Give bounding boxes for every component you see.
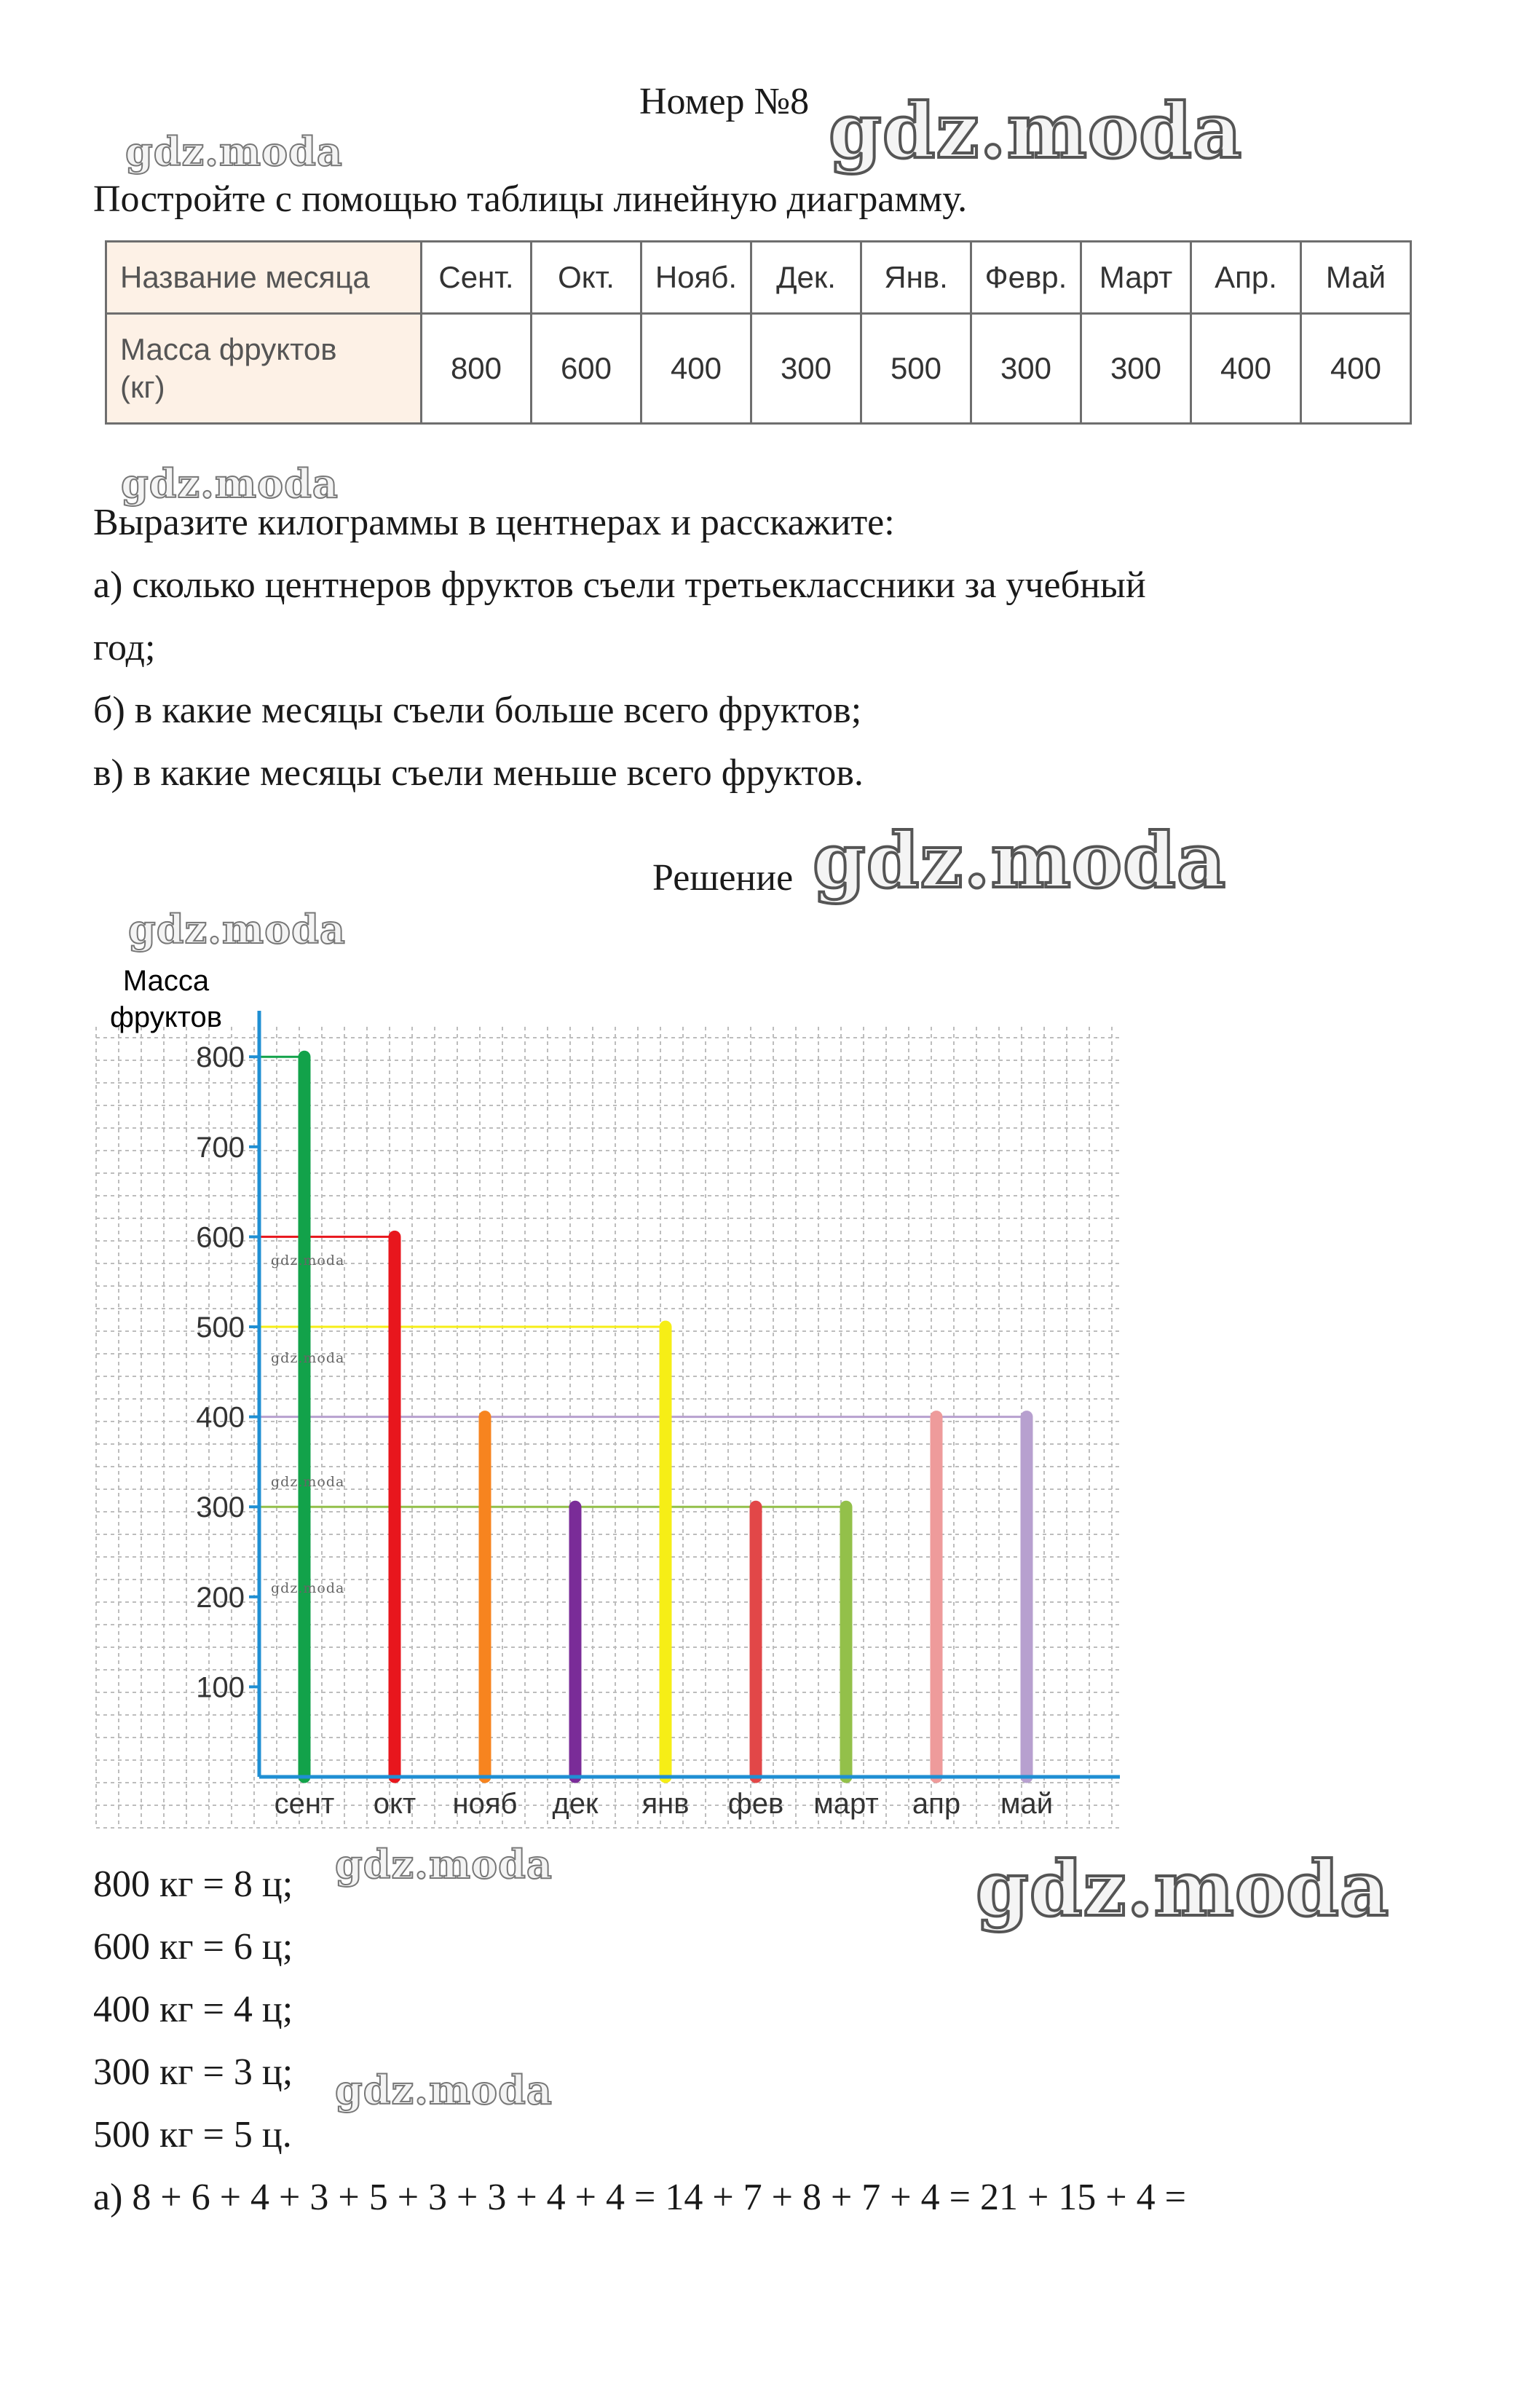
task-instruction: Постройте с помощью таблицы линейную диаграмму. <box>93 178 968 220</box>
watermark: gdz.moda <box>125 128 343 175</box>
table-cell-month: Янв. <box>861 242 971 314</box>
chart-level-lines <box>259 1057 1027 1507</box>
chart-y-ticks <box>196 1041 259 1703</box>
table-cell-month: Сент. <box>422 242 532 314</box>
watermark: gdz.moda <box>813 816 1227 905</box>
conversion-line: 500 кг = 5 ц. <box>93 2114 292 2156</box>
question-c: в) в какие месяцы съели меньше всего фруктов. <box>93 752 864 794</box>
answer-a: а) 8 + 6 + 4 + 3 + 5 + 3 + 3 + 4 + 4 = 14 + 7 + 8 + 7 + 4 = 21 + 15 + 4 = <box>93 2177 1186 2218</box>
x-tick-label: май <box>1000 1788 1054 1820</box>
table-cell-month: Март <box>1081 242 1191 314</box>
watermark: gdz.moda <box>976 1844 1390 1933</box>
table-row-mass <box>106 314 1411 424</box>
conversion-line: 800 кг = 8 ц; <box>93 1864 293 1905</box>
x-tick-label: март <box>813 1788 879 1820</box>
mass-label: Масса фруктов <box>120 332 337 366</box>
table-cell-month: Апр. <box>1191 242 1301 314</box>
x-tick-label: нояб <box>452 1788 518 1820</box>
y-tick-label: 300 <box>196 1491 245 1524</box>
question-a-line2: год; <box>93 627 156 669</box>
y-tick-label: 200 <box>196 1581 245 1614</box>
y-tick-label: 800 <box>196 1041 245 1074</box>
watermark: gdz.moda <box>271 1350 345 1366</box>
y-tick-label: 100 <box>196 1671 245 1704</box>
table-cell-value: 400 <box>1301 314 1411 424</box>
page-title: Номер №8 <box>639 81 810 122</box>
table-cell-value: 800 <box>422 314 532 424</box>
y-axis-title-line1: Масса <box>122 965 210 997</box>
table-cell-value: 500 <box>861 314 971 424</box>
table-header-mass <box>106 314 422 424</box>
conversion-line: 300 кг = 3 ц; <box>93 2051 293 2093</box>
y-tick-label: 700 <box>196 1131 245 1164</box>
x-tick-label: апр <box>912 1788 961 1820</box>
watermark: gdz.moda <box>271 1253 345 1269</box>
x-tick-label: сент <box>274 1788 335 1820</box>
table-row-months <box>106 242 1411 314</box>
table-cell-month: Окт. <box>532 242 641 314</box>
solution-title: Решение <box>652 857 794 899</box>
watermark: gdz.moda <box>271 1580 345 1596</box>
fruit-table <box>105 240 1412 425</box>
conversion-line: 400 кг = 4 ц; <box>93 1989 293 2030</box>
table-cell-month: Февр. <box>971 242 1081 314</box>
question-b: б) в какие месяцы съели больше всего фруктов; <box>93 690 862 731</box>
y-tick-label: 500 <box>196 1312 245 1344</box>
y-axis-title-line2: фруктов <box>109 1001 223 1033</box>
chart-axes <box>259 1011 1120 1777</box>
y-tick-label: 400 <box>196 1401 245 1434</box>
table-cell-month: Дек. <box>751 242 861 314</box>
question-a-line1: а) сколько центнеров фруктов съели третьеклассники за учебный <box>93 564 1146 606</box>
watermark: gdz.moda <box>829 86 1243 176</box>
watermark: gdz.moda <box>335 1841 553 1888</box>
chart-x-labels <box>275 1788 1053 1820</box>
watermark: gdz.moda <box>121 460 339 507</box>
x-tick-label: дек <box>552 1788 599 1820</box>
x-tick-label: окт <box>373 1788 416 1820</box>
question-intro: Выразите килограммы в центнерах и расскажите: <box>93 502 895 543</box>
table-cell-value: 400 <box>1191 314 1301 424</box>
table-cell-value: 600 <box>532 314 641 424</box>
watermark: gdz.moda <box>271 1474 345 1490</box>
fruit-mass-chart <box>87 954 1136 1864</box>
watermark: gdz.moda <box>128 906 346 953</box>
table-cell-value: 300 <box>971 314 1081 424</box>
x-tick-label: фев <box>727 1788 784 1820</box>
table-cell-month: Май <box>1301 242 1411 314</box>
table-cell-month: Нояб. <box>641 242 751 314</box>
watermark: gdz.moda <box>335 2067 553 2113</box>
table-cell-value: 300 <box>751 314 861 424</box>
conversion-line: 600 кг = 6 ц; <box>93 1926 293 1968</box>
x-tick-label: янв <box>641 1788 690 1820</box>
mass-unit: (кг) <box>120 370 165 404</box>
y-tick-label: 600 <box>196 1221 245 1254</box>
table-header-month: Название месяца <box>106 242 422 314</box>
table-cell-value: 400 <box>641 314 751 424</box>
table-cell-value: 300 <box>1081 314 1191 424</box>
